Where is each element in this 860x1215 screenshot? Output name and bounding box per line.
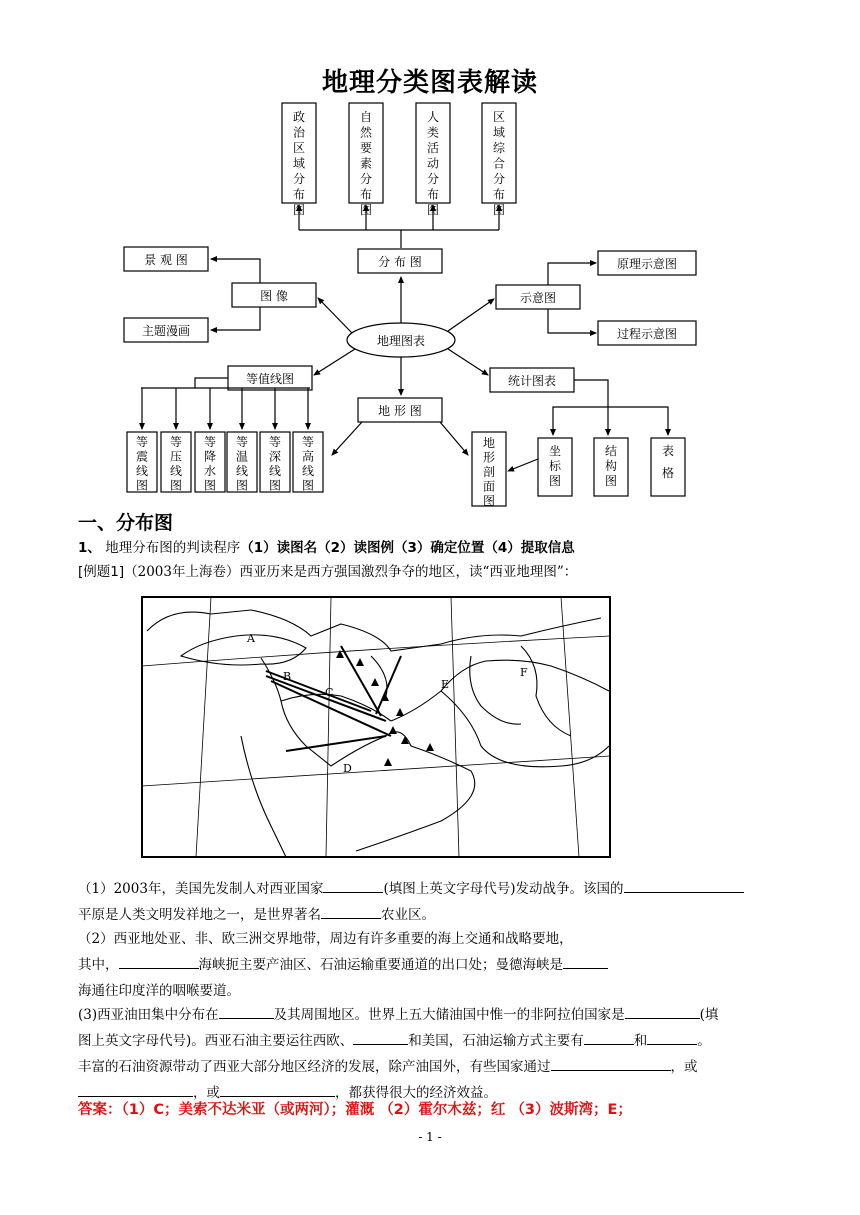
distribution-children <box>282 103 516 217</box>
blank[interactable] <box>219 1004 274 1019</box>
blank[interactable] <box>119 954 199 969</box>
stat-child-1: 结构图 <box>604 444 618 488</box>
dist-child-1: 自然要素分布图 <box>359 110 373 217</box>
item-heading <box>78 536 575 556</box>
question-1: （1）2003年，美国先发制人对西亚国家 (填图上英文字母代号)发动战争。该国的 平原是人类文明发祥地之一，是世界著名 农业区。 <box>78 876 790 928</box>
page-title: 地理分类图表解读 <box>321 68 538 98</box>
item-number: 1、 <box>78 540 101 556</box>
map-label-f: F <box>520 666 528 679</box>
terrain-child: 地形剖面图 <box>482 436 496 508</box>
blank[interactable] <box>624 878 744 893</box>
example-line <box>78 560 577 580</box>
blank[interactable] <box>353 1030 408 1045</box>
blank[interactable] <box>625 1004 700 1019</box>
terrain-label: 地 形 图 <box>378 404 422 418</box>
answer-line: 答案：（1）C；美索不达米亚（或两河）；灌溉 （2）霍尔木兹；红 （3）波斯湾；E； <box>78 1102 632 1118</box>
distribution-label: 分 布 图 <box>378 255 422 269</box>
blank[interactable] <box>323 878 383 893</box>
dist-child-2: 人类活动分布图 <box>426 110 440 217</box>
iso-child-3: 等温线图 <box>235 435 249 493</box>
example-tag: [例题1] <box>78 564 125 580</box>
blank[interactable] <box>551 1056 671 1071</box>
stat-child-2: 表格 <box>661 444 675 480</box>
blank[interactable] <box>321 904 381 919</box>
blank[interactable] <box>584 1030 634 1045</box>
dist-child-3: 区域综合分布图 <box>492 110 506 217</box>
iso-child-5: 等高线图 <box>301 435 315 493</box>
geography-chart-diagram <box>0 95 860 510</box>
image-child-0: 景 观 图 <box>144 253 188 267</box>
blank[interactable] <box>647 1030 697 1045</box>
page-number: - 1 - <box>418 1130 442 1144</box>
section-heading: 一、分布图 <box>78 512 174 534</box>
statistics-label: 统计图表 <box>507 374 557 388</box>
schematic-child-1: 过程示意图 <box>616 327 678 341</box>
question-2: （2）西亚地处亚、非、欧三洲交界地带，周边有许多重要的海上交通和战略要地， 其中， 海峡扼主要产油区、石油运输重要通道的出口处；曼德海峡是 海通往印度洋的咽喉要道。 <box>78 926 790 1004</box>
iso-child-1: 等压线图 <box>169 435 183 493</box>
image-child-1: 主题漫画 <box>141 324 191 338</box>
west-asia-map <box>141 596 611 858</box>
item-text: 地理分布图的判读程序 <box>105 540 241 556</box>
image-label: 图 像 <box>260 289 288 303</box>
blank[interactable] <box>78 1082 193 1097</box>
iso-child-0: 等震线图 <box>135 435 149 493</box>
schematic-child-0: 原理示意图 <box>616 257 678 271</box>
stat-child-0: 坐标图 <box>548 444 562 488</box>
map-label-e: E <box>441 678 450 691</box>
map-label-a: A <box>247 632 255 645</box>
blank[interactable] <box>220 1082 335 1097</box>
dist-child-0: 政治区域分布图 <box>292 110 306 217</box>
isoline-label: 等值线图 <box>245 372 295 386</box>
map-label-d: D <box>343 762 352 775</box>
blank[interactable] <box>563 954 608 969</box>
iso-child-4: 等深线图 <box>268 435 282 493</box>
item-steps: （1）读图名（2）读图例（3）确定位置（4）提取信息 <box>240 540 575 556</box>
center-label: 地理图表 <box>376 334 426 348</box>
isoline-children <box>127 432 323 493</box>
map-label-c: C <box>325 686 334 699</box>
schematic-label: 示意图 <box>519 291 557 305</box>
question-3: (3)西亚油田集中分布在 及其周围地区。世界上五大储油国中惟一的非阿拉伯国家是 (填 图上英文字母代号)。西亚石油主要运往西欧、 和美国，石油运输方式主要有 和 。 丰富的石油资源带动了西亚大部分地区经济的发展，除产油国外，有些国家通过 ，或 ，或 ，都获得很大的经济效益。 <box>78 1002 790 1106</box>
example-text: （2003年上海卷）西亚历来是西方强国激烈争夺的地区，读“西亚地理图”： <box>124 564 578 580</box>
iso-child-2: 等降水图 <box>203 435 217 493</box>
map-label-b: B <box>283 670 292 683</box>
